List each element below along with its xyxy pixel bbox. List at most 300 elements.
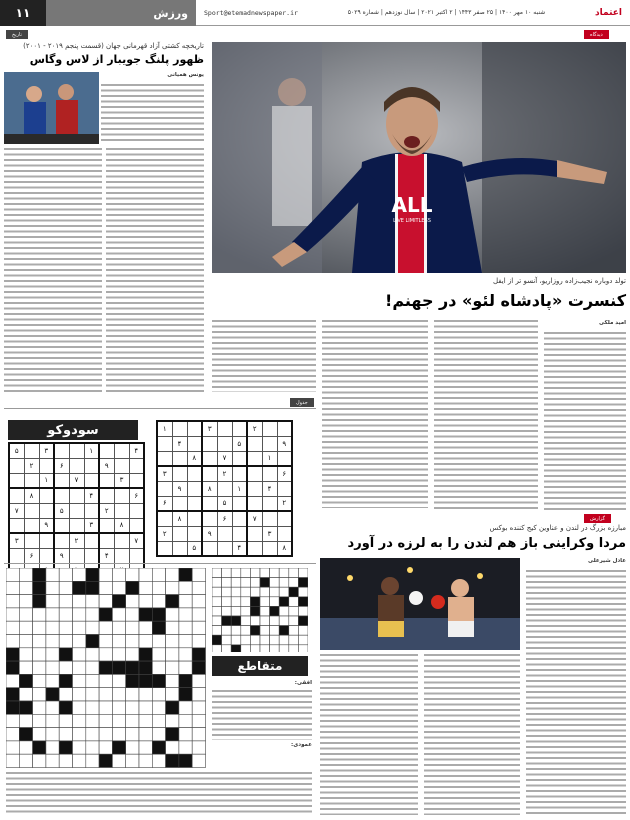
crossword-cell[interactable] <box>192 581 205 594</box>
crossword-cell[interactable] <box>112 635 125 648</box>
sudoku-cell[interactable]: ۲ <box>217 466 232 481</box>
crossword-cell[interactable] <box>73 581 86 594</box>
sudoku-cell[interactable] <box>187 481 202 496</box>
sudoku-cell[interactable] <box>202 541 217 556</box>
sudoku-cell[interactable] <box>262 511 277 526</box>
crossword-cell[interactable] <box>59 701 72 714</box>
crossword-cell[interactable] <box>6 754 19 767</box>
crossword-cell[interactable] <box>46 595 59 608</box>
crossword-cell[interactable] <box>73 568 86 581</box>
crossword-cell[interactable] <box>166 661 179 674</box>
crossword-cell[interactable] <box>152 728 165 741</box>
sudoku-cell[interactable] <box>39 488 54 503</box>
sudoku-cell[interactable]: ۲ <box>157 526 172 541</box>
crossword-cell[interactable] <box>179 688 192 701</box>
crossword-cell[interactable] <box>19 741 32 754</box>
sudoku-cell[interactable] <box>277 421 292 436</box>
crossword-cell[interactable] <box>46 568 59 581</box>
crossword-cell[interactable] <box>231 568 241 578</box>
crossword-cell[interactable] <box>250 587 260 597</box>
crossword-cell[interactable] <box>112 621 125 634</box>
crossword-cell[interactable] <box>73 728 86 741</box>
crossword-cell[interactable] <box>179 648 192 661</box>
sudoku-cell[interactable] <box>232 511 247 526</box>
crossword-cell[interactable] <box>152 568 165 581</box>
crossword-cell[interactable] <box>112 741 125 754</box>
crossword-cell[interactable] <box>289 616 299 626</box>
sudoku-cell[interactable] <box>157 436 172 451</box>
sudoku-cell[interactable]: ۱ <box>232 481 247 496</box>
crossword-cell[interactable] <box>166 728 179 741</box>
crossword-cell[interactable] <box>99 568 112 581</box>
sudoku-cell[interactable] <box>277 511 292 526</box>
sudoku-cell[interactable] <box>187 526 202 541</box>
crossword-cell[interactable] <box>166 608 179 621</box>
crossword-cell[interactable] <box>139 608 152 621</box>
crossword-cell[interactable] <box>99 621 112 634</box>
sudoku-cell[interactable]: ۸ <box>187 451 202 466</box>
sudoku-cell[interactable] <box>232 526 247 541</box>
sudoku-cell[interactable] <box>187 421 202 436</box>
crossword-cell[interactable] <box>126 621 139 634</box>
crossword-cell[interactable] <box>260 597 270 607</box>
crossword-cell[interactable] <box>19 648 32 661</box>
sudoku-cell[interactable] <box>24 443 39 458</box>
crossword-cell[interactable] <box>279 606 289 616</box>
crossword-cell[interactable] <box>298 626 308 636</box>
crossword-cell[interactable] <box>250 645 260 652</box>
crossword-cell[interactable] <box>241 645 251 652</box>
crossword-cell[interactable] <box>212 626 222 636</box>
crossword-cell[interactable] <box>192 635 205 648</box>
crossword-cell[interactable] <box>192 661 205 674</box>
sudoku-cell[interactable]: ۱ <box>39 473 54 488</box>
crossword-cell[interactable] <box>86 595 99 608</box>
sudoku-cell[interactable] <box>262 541 277 556</box>
crossword-cell[interactable] <box>126 688 139 701</box>
sudoku-cell[interactable]: ۲ <box>277 496 292 511</box>
crossword-grid-main[interactable] <box>6 568 206 768</box>
crossword-cell[interactable] <box>212 597 222 607</box>
crossword-cell[interactable] <box>139 754 152 767</box>
crossword-cell[interactable] <box>6 581 19 594</box>
crossword-cell[interactable] <box>6 661 19 674</box>
sudoku-cell[interactable] <box>202 511 217 526</box>
sudoku-cell[interactable]: ۳ <box>262 526 277 541</box>
crossword-cell[interactable] <box>231 597 241 607</box>
sudoku-cell[interactable] <box>172 451 187 466</box>
sudoku-cell[interactable]: ۴ <box>99 548 114 563</box>
crossword-cell[interactable] <box>192 568 205 581</box>
crossword-cell[interactable] <box>250 597 260 607</box>
crossword-cell[interactable] <box>6 714 19 727</box>
crossword-cell[interactable] <box>192 714 205 727</box>
crossword-cell[interactable] <box>231 616 241 626</box>
sudoku-cell[interactable]: ۳ <box>9 533 24 548</box>
crossword-cell[interactable] <box>112 608 125 621</box>
crossword-cell[interactable] <box>99 728 112 741</box>
sudoku-cell[interactable] <box>84 548 99 563</box>
sudoku-cell[interactable] <box>84 473 99 488</box>
sudoku-cell[interactable]: ۷ <box>217 451 232 466</box>
crossword-cell[interactable] <box>73 608 86 621</box>
sudoku-cell[interactable] <box>277 526 292 541</box>
sudoku-cell[interactable] <box>69 518 84 533</box>
sudoku-cell[interactable] <box>202 451 217 466</box>
crossword-cell[interactable] <box>166 595 179 608</box>
crossword-cell[interactable] <box>86 754 99 767</box>
crossword-cell[interactable] <box>99 608 112 621</box>
crossword-cell[interactable] <box>270 597 280 607</box>
sudoku-cell[interactable] <box>247 436 262 451</box>
crossword-cell[interactable] <box>33 741 46 754</box>
crossword-cell[interactable] <box>126 728 139 741</box>
crossword-cell[interactable] <box>112 701 125 714</box>
crossword-cell[interactable] <box>19 728 32 741</box>
crossword-cell[interactable] <box>19 661 32 674</box>
sudoku-cell[interactable] <box>39 533 54 548</box>
sudoku-cell[interactable]: ۷ <box>9 503 24 518</box>
sudoku-cell[interactable]: ۵ <box>187 541 202 556</box>
sudoku-cell[interactable] <box>202 436 217 451</box>
crossword-cell[interactable] <box>46 754 59 767</box>
sudoku-cell[interactable] <box>69 488 84 503</box>
crossword-cell[interactable] <box>231 645 241 652</box>
crossword-cell[interactable] <box>59 754 72 767</box>
sudoku-cell[interactable]: ۶ <box>24 548 39 563</box>
sudoku-cell[interactable]: ۸ <box>172 511 187 526</box>
crossword-cell[interactable] <box>166 674 179 687</box>
sudoku-cell[interactable] <box>217 421 232 436</box>
sudoku-cell[interactable]: ۴ <box>172 436 187 451</box>
crossword-cell[interactable] <box>33 635 46 648</box>
crossword-cell[interactable] <box>86 701 99 714</box>
crossword-cell[interactable] <box>126 754 139 767</box>
crossword-cell[interactable] <box>152 741 165 754</box>
sudoku-cell[interactable] <box>232 451 247 466</box>
crossword-cell[interactable] <box>279 635 289 645</box>
crossword-cell[interactable] <box>86 674 99 687</box>
crossword-cell[interactable] <box>231 626 241 636</box>
crossword-cell[interactable] <box>86 728 99 741</box>
crossword-cell[interactable] <box>192 648 205 661</box>
crossword-cell[interactable] <box>19 714 32 727</box>
crossword-cell[interactable] <box>59 648 72 661</box>
crossword-cell[interactable] <box>99 674 112 687</box>
sudoku-cell[interactable] <box>232 421 247 436</box>
crossword-cell[interactable] <box>298 616 308 626</box>
crossword-cell[interactable] <box>298 597 308 607</box>
sudoku-cell[interactable] <box>247 466 262 481</box>
crossword-cell[interactable] <box>179 568 192 581</box>
crossword-cell[interactable] <box>59 728 72 741</box>
sudoku-cell[interactable]: ۸ <box>277 541 292 556</box>
crossword-cell[interactable] <box>99 648 112 661</box>
sudoku-cell[interactable] <box>24 533 39 548</box>
sudoku-cell[interactable] <box>129 518 144 533</box>
crossword-cell[interactable] <box>59 741 72 754</box>
sudoku-cell[interactable]: ۶ <box>217 511 232 526</box>
sudoku-cell[interactable]: ۲ <box>69 533 84 548</box>
crossword-cell[interactable] <box>166 568 179 581</box>
sudoku-cell[interactable] <box>114 503 129 518</box>
sudoku-cell[interactable]: ۱ <box>262 451 277 466</box>
sudoku-cell[interactable] <box>247 481 262 496</box>
crossword-cell[interactable] <box>33 595 46 608</box>
crossword-cell[interactable] <box>179 635 192 648</box>
crossword-cell[interactable] <box>192 674 205 687</box>
sudoku-cell[interactable] <box>157 451 172 466</box>
sudoku-cell[interactable] <box>232 496 247 511</box>
crossword-cell[interactable] <box>33 568 46 581</box>
crossword-cell[interactable] <box>139 674 152 687</box>
crossword-cell[interactable] <box>33 608 46 621</box>
sudoku-cell[interactable] <box>39 548 54 563</box>
sudoku-cell[interactable] <box>69 443 84 458</box>
crossword-cell[interactable] <box>179 701 192 714</box>
sudoku-grid-right[interactable] <box>156 420 293 557</box>
sudoku-cell[interactable] <box>247 451 262 466</box>
crossword-cell[interactable] <box>46 741 59 754</box>
crossword-cell[interactable] <box>179 741 192 754</box>
sudoku-cell[interactable] <box>84 503 99 518</box>
crossword-cell[interactable] <box>73 701 86 714</box>
crossword-cell[interactable] <box>152 581 165 594</box>
sudoku-cell[interactable] <box>277 481 292 496</box>
crossword-cell[interactable] <box>6 688 19 701</box>
crossword-cell[interactable] <box>6 635 19 648</box>
sudoku-cell[interactable]: ۹ <box>54 548 69 563</box>
crossword-cell[interactable] <box>139 581 152 594</box>
crossword-cell[interactable] <box>212 587 222 597</box>
crossword-cell[interactable] <box>6 621 19 634</box>
crossword-cell[interactable] <box>279 578 289 588</box>
crossword-cell[interactable] <box>152 608 165 621</box>
sudoku-cell[interactable]: ۵ <box>217 496 232 511</box>
crossword-cell[interactable] <box>33 648 46 661</box>
sudoku-cell[interactable] <box>187 436 202 451</box>
crossword-cell[interactable] <box>33 728 46 741</box>
crossword-cell[interactable] <box>270 626 280 636</box>
crossword-cell[interactable] <box>212 606 222 616</box>
sudoku-cell[interactable]: ۷ <box>69 473 84 488</box>
crossword-cell[interactable] <box>289 635 299 645</box>
sudoku-cell[interactable]: ۹ <box>99 458 114 473</box>
crossword-cell[interactable] <box>289 645 299 652</box>
sudoku-cell[interactable]: ۹ <box>172 481 187 496</box>
crossword-cell[interactable] <box>279 645 289 652</box>
crossword-cell[interactable] <box>260 626 270 636</box>
crossword-cell[interactable] <box>166 714 179 727</box>
crossword-cell[interactable] <box>33 661 46 674</box>
crossword-cell[interactable] <box>260 578 270 588</box>
crossword-cell[interactable] <box>139 661 152 674</box>
sudoku-cell[interactable] <box>157 511 172 526</box>
crossword-cell[interactable] <box>6 741 19 754</box>
crossword-cell[interactable] <box>289 597 299 607</box>
crossword-cell[interactable] <box>59 581 72 594</box>
crossword-cell[interactable] <box>86 688 99 701</box>
crossword-cell[interactable] <box>231 587 241 597</box>
crossword-cell[interactable] <box>152 661 165 674</box>
sudoku-cell[interactable] <box>217 481 232 496</box>
crossword-cell[interactable] <box>73 754 86 767</box>
crossword-cell[interactable] <box>241 616 251 626</box>
crossword-cell[interactable] <box>46 621 59 634</box>
sudoku-cell[interactable] <box>24 518 39 533</box>
crossword-cell[interactable] <box>222 616 232 626</box>
crossword-cell[interactable] <box>179 754 192 767</box>
crossword-cell[interactable] <box>33 581 46 594</box>
sudoku-cell[interactable]: ۵ <box>232 436 247 451</box>
crossword-cell[interactable] <box>99 595 112 608</box>
crossword-cell[interactable] <box>112 714 125 727</box>
crossword-cell[interactable] <box>298 587 308 597</box>
crossword-cell[interactable] <box>19 674 32 687</box>
crossword-cell[interactable] <box>73 661 86 674</box>
crossword-cell[interactable] <box>260 616 270 626</box>
crossword-cell[interactable] <box>126 568 139 581</box>
crossword-cell[interactable] <box>179 661 192 674</box>
crossword-cell[interactable] <box>270 568 280 578</box>
crossword-cell[interactable] <box>112 661 125 674</box>
crossword-cell[interactable] <box>112 754 125 767</box>
crossword-cell[interactable] <box>270 616 280 626</box>
crossword-cell[interactable] <box>46 714 59 727</box>
crossword-cell[interactable] <box>46 688 59 701</box>
crossword-cell[interactable] <box>86 648 99 661</box>
crossword-cell[interactable] <box>6 728 19 741</box>
crossword-cell[interactable] <box>260 587 270 597</box>
crossword-cell[interactable] <box>231 635 241 645</box>
email-link[interactable]: Sport@etemadnewspaper.ir <box>204 8 298 17</box>
crossword-cell[interactable] <box>126 674 139 687</box>
crossword-cell[interactable] <box>112 688 125 701</box>
sudoku-cell[interactable] <box>172 526 187 541</box>
crossword-cell[interactable] <box>250 626 260 636</box>
crossword-cell[interactable] <box>86 608 99 621</box>
crossword-cell[interactable] <box>212 645 222 652</box>
sudoku-cell[interactable] <box>262 421 277 436</box>
crossword-cell[interactable] <box>222 606 232 616</box>
crossword-cell[interactable] <box>289 578 299 588</box>
crossword-cell[interactable] <box>241 597 251 607</box>
crossword-cell[interactable] <box>192 688 205 701</box>
crossword-cell[interactable] <box>112 581 125 594</box>
crossword-cell[interactable] <box>86 661 99 674</box>
crossword-cell[interactable] <box>179 608 192 621</box>
crossword-cell[interactable] <box>166 701 179 714</box>
crossword-cell[interactable] <box>6 595 19 608</box>
crossword-cell[interactable] <box>250 635 260 645</box>
crossword-cell[interactable] <box>46 648 59 661</box>
crossword-cell[interactable] <box>139 741 152 754</box>
crossword-cell[interactable] <box>112 728 125 741</box>
sudoku-grid-left[interactable] <box>8 442 145 579</box>
crossword-cell[interactable] <box>152 595 165 608</box>
sudoku-cell[interactable]: ۳ <box>114 473 129 488</box>
crossword-cell[interactable] <box>192 754 205 767</box>
crossword-cell[interactable] <box>112 568 125 581</box>
sudoku-cell[interactable]: ۶ <box>157 496 172 511</box>
sudoku-cell[interactable] <box>217 526 232 541</box>
crossword-cell[interactable] <box>19 621 32 634</box>
sudoku-cell[interactable] <box>262 466 277 481</box>
crossword-cell[interactable] <box>19 581 32 594</box>
sudoku-cell[interactable] <box>54 488 69 503</box>
crossword-cell[interactable] <box>298 645 308 652</box>
crossword-cell[interactable] <box>73 674 86 687</box>
sudoku-cell[interactable] <box>202 466 217 481</box>
crossword-cell[interactable] <box>192 608 205 621</box>
sudoku-cell[interactable]: ۸ <box>24 488 39 503</box>
sudoku-cell[interactable] <box>54 443 69 458</box>
crossword-cell[interactable] <box>59 621 72 634</box>
crossword-cell[interactable] <box>33 754 46 767</box>
crossword-cell[interactable] <box>19 754 32 767</box>
sudoku-cell[interactable] <box>54 518 69 533</box>
crossword-cell[interactable] <box>192 595 205 608</box>
crossword-cell[interactable] <box>139 688 152 701</box>
crossword-cell[interactable] <box>260 645 270 652</box>
crossword-cell[interactable] <box>260 635 270 645</box>
sudoku-cell[interactable]: ۲ <box>247 421 262 436</box>
crossword-cell[interactable] <box>19 635 32 648</box>
crossword-cell[interactable] <box>270 587 280 597</box>
sudoku-cell[interactable] <box>114 533 129 548</box>
crossword-cell[interactable] <box>112 648 125 661</box>
crossword-cell[interactable] <box>99 581 112 594</box>
crossword-cell[interactable] <box>86 741 99 754</box>
sudoku-cell[interactable] <box>232 466 247 481</box>
crossword-cell[interactable] <box>260 568 270 578</box>
sudoku-cell[interactable] <box>99 443 114 458</box>
sudoku-cell[interactable] <box>9 518 24 533</box>
crossword-cell[interactable] <box>152 754 165 767</box>
sudoku-cell[interactable]: ۸ <box>114 518 129 533</box>
sudoku-cell[interactable] <box>277 451 292 466</box>
crossword-cell[interactable] <box>59 714 72 727</box>
crossword-cell[interactable] <box>46 581 59 594</box>
crossword-cell[interactable] <box>222 626 232 636</box>
sudoku-cell[interactable]: ۶ <box>277 466 292 481</box>
crossword-cell[interactable] <box>126 581 139 594</box>
crossword-cell[interactable] <box>166 754 179 767</box>
sudoku-cell[interactable] <box>187 511 202 526</box>
sudoku-cell[interactable] <box>9 473 24 488</box>
sudoku-cell[interactable] <box>172 541 187 556</box>
sudoku-cell[interactable] <box>129 473 144 488</box>
crossword-cell[interactable] <box>260 606 270 616</box>
crossword-cell[interactable] <box>179 714 192 727</box>
crossword-cell[interactable] <box>19 595 32 608</box>
crossword-cell[interactable] <box>166 581 179 594</box>
crossword-cell[interactable] <box>139 714 152 727</box>
sudoku-cell[interactable] <box>99 533 114 548</box>
crossword-cell[interactable] <box>99 635 112 648</box>
sudoku-cell[interactable]: ۱ <box>84 443 99 458</box>
crossword-cell[interactable] <box>270 645 280 652</box>
crossword-cell[interactable] <box>126 661 139 674</box>
sudoku-cell[interactable] <box>114 443 129 458</box>
sudoku-cell[interactable] <box>157 481 172 496</box>
crossword-grid-small[interactable] <box>212 568 308 652</box>
crossword-cell[interactable] <box>59 568 72 581</box>
crossword-cell[interactable] <box>289 587 299 597</box>
crossword-cell[interactable] <box>33 688 46 701</box>
sudoku-cell[interactable]: ۳ <box>157 466 172 481</box>
sudoku-cell[interactable] <box>172 466 187 481</box>
